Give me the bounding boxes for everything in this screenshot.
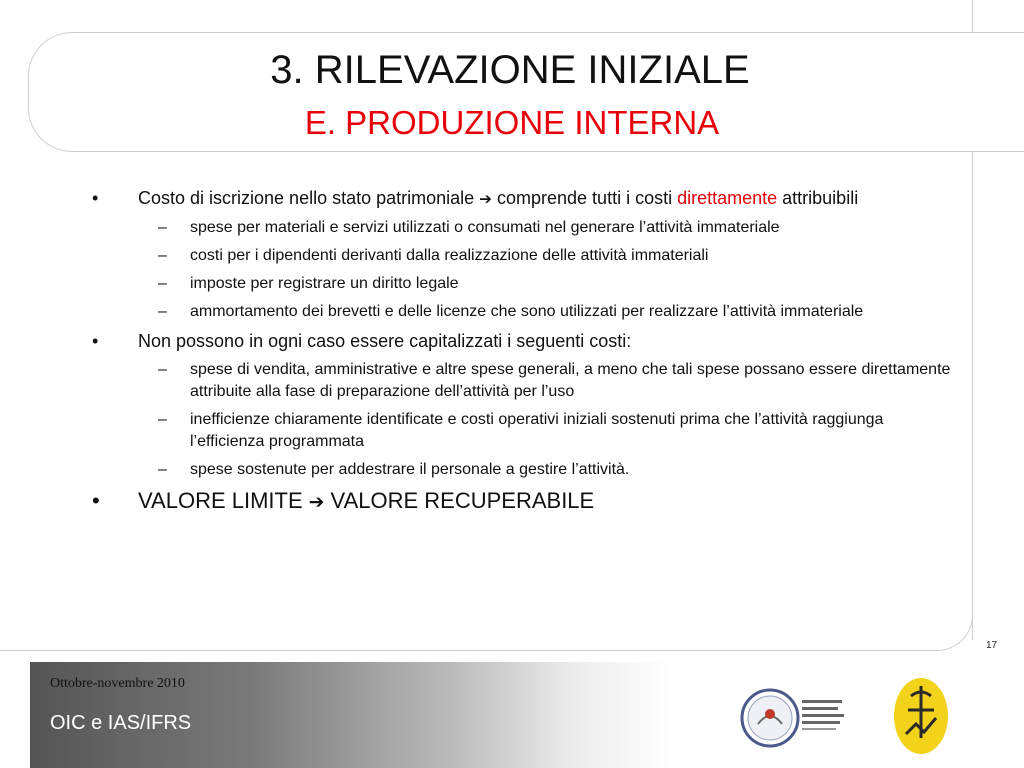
sub-bullet [92, 359, 962, 403]
sub-bullet [92, 459, 962, 481]
sub-bullet-text: inefficienze chiaramente identificate e costi operativi iniziali sostenuti prima che l’attività raggiunga l’efficienza programmata [190, 411, 884, 450]
sub-bullet-text: spese di vendita, amministrative e altre spese generali, a meno che tali spese possano essere direttamente attribuite alla fase di preparazione dell’attività per l’uso [190, 361, 951, 400]
bullet-costo-iscrizione [92, 186, 962, 211]
footer-date: Ottobre-novembre 2010 [50, 676, 185, 691]
slide-subtitle: E. PRODUZIONE INTERNA [304, 104, 720, 141]
sub-bullet-text: costi per i dipendenti derivanti dalla realizzazione delle attività immateriali [190, 247, 709, 264]
bullet-text: Non possono in ogni caso essere capitalizzati i seguenti costi: [138, 331, 632, 351]
bullet-dot: • [92, 488, 100, 513]
dash: – [158, 247, 167, 264]
sub-bullet-text: spese sostenute per addestrare il personale a gestire l’attività. [190, 461, 630, 478]
arrow-right-icon: ➔ [308, 492, 325, 513]
sub-bullet-text: ammortamento dei brevetti e delle licenze che sono utilizzati per realizzare l’attività immateriale [190, 303, 864, 320]
page-number: 17 [986, 640, 998, 651]
bullet-dot: • [92, 188, 99, 208]
dash: – [158, 461, 167, 478]
sub-bullet [92, 409, 962, 453]
frame-bottom-line [0, 650, 935, 651]
bullet-non-capitalizzati [92, 329, 962, 353]
slide-body [92, 186, 962, 523]
bullet-dot: • [92, 331, 99, 351]
dash: – [158, 219, 167, 236]
bullet-text: Costo di iscrizione nello stato patrimoniale [138, 188, 480, 208]
sub-bullet [92, 245, 962, 267]
footer-title: OIC e IAS/IFRS [50, 712, 192, 734]
sub-bullet-text: imposte per registrare un diritto legale [190, 275, 459, 292]
slide-title: 3. RILEVAZIONE INIZIALE [270, 48, 750, 92]
dash: – [158, 275, 167, 292]
bullet-text: VALORE LIMITE [138, 488, 309, 513]
odcec-seal-icon [738, 686, 848, 750]
dash: – [158, 411, 167, 428]
sub-bullet-text: spese per materiali e servizi utilizzati o consumati nel generare l’attività immateriale [190, 219, 780, 236]
bullet-text: VALORE RECUPERABILE [324, 488, 595, 513]
highlight-direttamente: direttamente [677, 188, 778, 208]
dash: – [158, 303, 167, 320]
bullet-valore-limite [92, 487, 962, 517]
frame-corner [930, 590, 973, 651]
sub-bullet [92, 301, 962, 323]
sub-bullet [92, 217, 962, 239]
bullet-text: comprende tutti i costi [492, 188, 678, 208]
bullet-text: attribuibili [777, 188, 859, 208]
arrow-right-icon: ➔ [479, 190, 492, 208]
dash: – [158, 361, 167, 378]
ias-emblem-icon [892, 676, 950, 756]
sub-bullet [92, 273, 962, 295]
